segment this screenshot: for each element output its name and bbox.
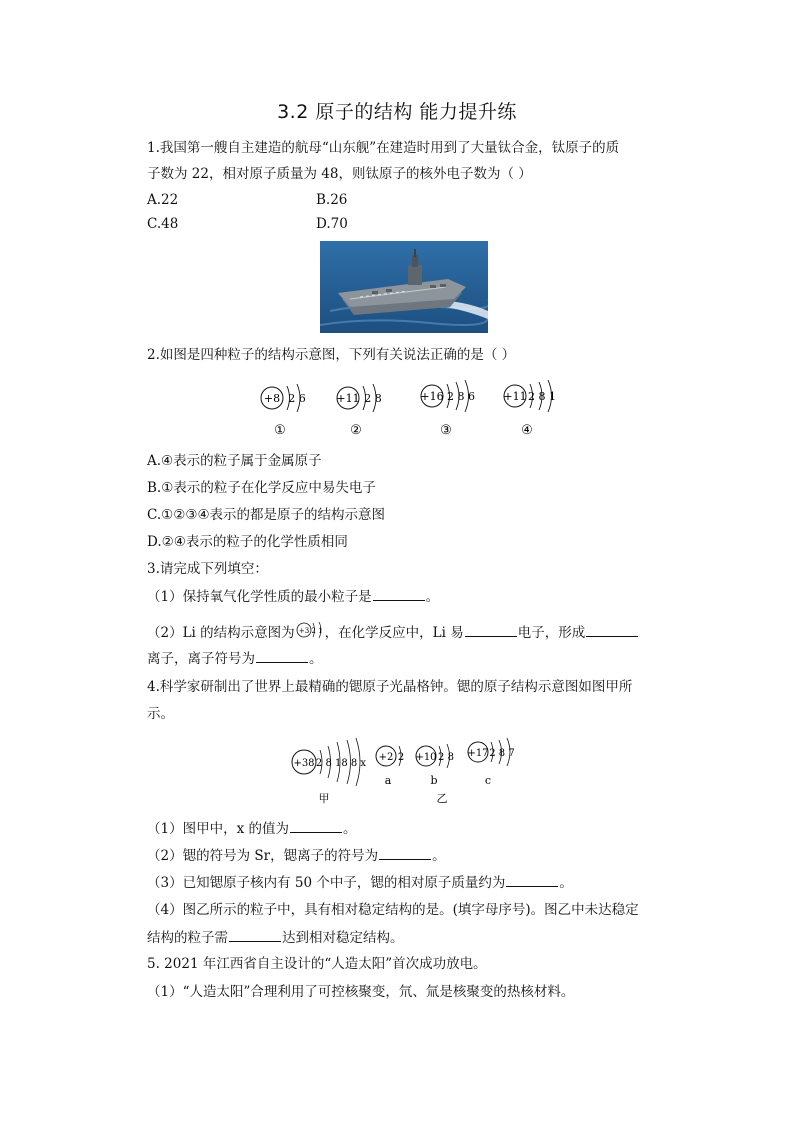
q3-sub2-text-a: （2）Li 的结构示意图为: [147, 625, 295, 641]
q4-yi-atom-c: [467, 738, 514, 787]
q2-atom-2-shells: 2 8: [364, 392, 382, 405]
q3-sub2-line2: [147, 648, 323, 669]
q2-atom-2-label: ②: [350, 423, 362, 438]
q3-sub2-text-d: 离子，离子符号为: [147, 651, 255, 667]
q2-atom-diagrams: [250, 374, 570, 444]
q5-stem: 5. 2021 年江西省自主设计的“人造太阳”首次成功放电。: [147, 956, 487, 972]
q2-option-d: D.②④表示的粒子的化学性质相同: [147, 534, 348, 550]
q2-atom-3-label: ③: [440, 423, 452, 438]
q4-yi-b-label: b: [430, 774, 438, 787]
q2-atom-1-label: ①: [274, 423, 286, 438]
q2-atom-1-shells: 2 6: [288, 392, 306, 405]
q4-sub3-period: 。: [559, 875, 573, 891]
q3-stem: 3.请完成下列填空：: [147, 561, 268, 577]
aircraft-carrier-illustration: [320, 241, 488, 333]
q4-sub2-line: [147, 845, 446, 866]
q1-stem-line1: 1.我国第一艘自主建造的航母“山东舰”在建造时用到了大量钛合金，钛原子的质: [147, 140, 620, 156]
q4-jia-atom: [292, 738, 366, 805]
q4-yi-c-nucleus: +17: [467, 748, 489, 759]
q1-option-b: B.26: [316, 192, 348, 208]
page-title: 3.2 原子的结构 能力提升练: [277, 101, 517, 123]
q4-yi-b-shells: 2 8: [438, 752, 454, 763]
q4-jia-label: 甲: [318, 792, 330, 805]
q3-sub1-line: [147, 586, 439, 607]
q1-option-a: A.22: [147, 192, 179, 208]
q3-li-nucleus: +3: [298, 627, 309, 635]
q4-sub3-text: （3）已知锶原子核内有 50 个中子，锶的相对原子质量约为: [147, 875, 506, 891]
q3-sub2-line: [147, 620, 639, 643]
q4-sub4-blank[interactable]: [229, 927, 281, 942]
q4-sub1-line: [147, 818, 357, 839]
aircraft-carrier-image: [320, 241, 488, 333]
q4-yi-a-label: a: [384, 774, 392, 787]
q3-sub2-blank-3[interactable]: [256, 648, 308, 663]
q4-stem-line2: 示。: [147, 706, 174, 722]
q4-yi-atom-a: [376, 746, 404, 787]
q4-yi-label: 乙: [436, 792, 448, 805]
q3-sub2-blank-2[interactable]: [586, 622, 638, 637]
q4-sub4-line1: （4）图乙所示的粒子中，具有相对稳定结构的是。(填字母序号)。图乙中未达稳定: [147, 902, 639, 918]
q2-option-b: B.①表示的粒子在化学反应中易失电子: [147, 480, 376, 496]
q1-stem-line2: 子数为 22，相对原子质量为 48，则钛原子的核外电子数为（ ）: [147, 166, 532, 182]
q2-atom-4-label: ④: [521, 423, 533, 438]
q4-atom-diagrams: [286, 732, 526, 808]
q4-yi-b-nucleus: +10: [415, 752, 437, 763]
q4-sub2-period: 。: [432, 848, 446, 864]
q2-atom-1-nucleus: +8: [263, 392, 281, 405]
q3-sub2-text-c: 电子，形成: [517, 625, 586, 641]
q2-atom-2-nucleus: +11: [336, 392, 360, 405]
q2-atom-4-nucleus: +11: [503, 390, 527, 403]
q3-sub2-text-b: ，在化学反应中，Li 易: [324, 625, 464, 641]
q4-yi-c-shells: 2 8 7: [489, 748, 515, 759]
q2-atom-3-shells: 2 8 6: [447, 390, 475, 403]
q3-li-atom-diagram: [295, 620, 325, 640]
q4-sub2-text: （2）锶的符号为 Sr，锶离子的符号为: [147, 848, 379, 864]
q3-sub2-blank-1[interactable]: [465, 622, 517, 637]
q2-atom-3-nucleus: +16: [420, 390, 444, 403]
q4-stem-line1: 4.科学家研制出了世界上最精确的锶原子光晶格钟。锶的原子结构示意图如图甲所: [147, 679, 633, 695]
q4-jia-shells: 2 8 18 8 x: [315, 758, 367, 769]
q4-sub4-text-b: 达到相对稳定结构。: [282, 930, 404, 946]
q1-option-d: D.70: [316, 216, 348, 232]
q4-sub1-period: 。: [343, 821, 357, 837]
q4-yi-a-shells: 2: [397, 752, 405, 763]
q3-sub1-text: （1）保持氧气化学性质的最小粒子是: [147, 589, 372, 605]
q4-sub4-text-a: 结构的粒子需: [147, 930, 228, 946]
q4-sub3-blank[interactable]: [506, 872, 558, 887]
q4-sub1-blank[interactable]: [290, 818, 342, 833]
q5-sub1: （1）“人造太阳”合理利用了可控核聚变，氘、氚是核聚变的热核材料。: [147, 984, 575, 1000]
q2-option-a: A.④表示的粒子属于金属原子: [147, 453, 322, 469]
q1-option-c: C.48: [147, 216, 179, 232]
q4-sub2-blank[interactable]: [379, 845, 431, 860]
q2-stem: 2.如图是四种粒子的结构示意图，下列有关说法正确的是（ ）: [147, 347, 516, 363]
q4-yi-atom-b: [415, 744, 454, 805]
q2-atom-2: [336, 384, 381, 438]
q2-atom-4-shells: 2 8 1: [528, 390, 556, 403]
q3-li-shells: 2 1: [311, 627, 323, 635]
q4-sub3-line: [147, 872, 573, 893]
q3-sub2-period: 。: [309, 651, 323, 667]
q4-yi-c-label: c: [484, 774, 492, 787]
q2-atom-1: [261, 384, 306, 438]
q4-sub4-line2: [147, 927, 404, 948]
q2-option-c: C.①②③④表示的都是原子的结构示意图: [147, 507, 386, 523]
q4-sub1-text: （1）图甲中，x 的值为: [147, 821, 289, 837]
q2-atom-3: [420, 380, 475, 438]
q3-sub1-period: 。: [425, 589, 440, 605]
q4-yi-a-nucleus: +2: [378, 752, 394, 763]
q4-jia-nucleus: +38: [293, 758, 315, 769]
q2-atom-4: [503, 380, 556, 438]
q3-sub1-blank[interactable]: [373, 586, 425, 601]
